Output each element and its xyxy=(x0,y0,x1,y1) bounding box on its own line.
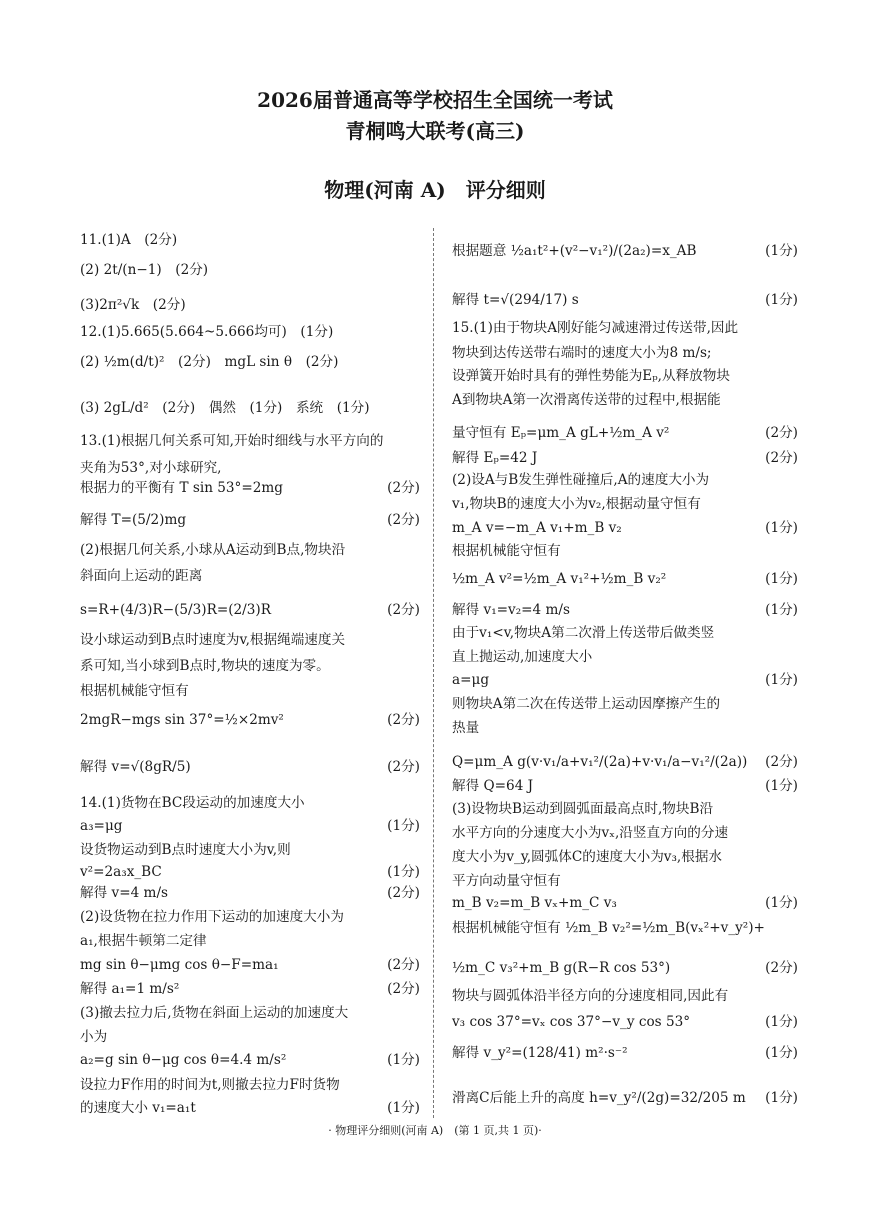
score-label: (1分) xyxy=(765,1014,798,1030)
line-text: (2)根据几何关系,小球从A运动到B点,物块沿 xyxy=(80,542,346,558)
line-text: v²=2a₃x_BC xyxy=(80,864,162,880)
subject-title: 物理(河南 A) 评分细则 xyxy=(324,178,546,202)
line-text: 解得 a₁=1 m/s² xyxy=(80,981,180,997)
line-text: 滑离C后能上升的高度 h=v_y²/(2g)=32/205 m xyxy=(452,1090,746,1106)
exam-title: 2026届普通高等学校招生全国统一考试 xyxy=(257,88,613,112)
line-text: 物块与圆弧体沿半径方向的分速度相同,因此有 xyxy=(452,988,729,1004)
line-text: 14.(1)货物在BC段运动的加速度大小 xyxy=(80,795,305,811)
line-text: 斜面向上运动的距离 xyxy=(80,568,203,584)
line-text: 15.(1)由于物块A刚好能匀减速滑过传送带,因此 xyxy=(452,320,739,336)
score-label: (1分) xyxy=(387,1100,420,1116)
score-label: (2分) xyxy=(387,981,420,997)
line-text: 2mgR−mgs sin 37°=½×2mv² xyxy=(80,712,284,728)
column-divider xyxy=(433,228,434,1118)
line-text: ½m_C v₃²+m_B g(R−R cos 53°) xyxy=(452,960,671,976)
line-text: 解得 v₁=v₂=4 m/s xyxy=(452,602,570,618)
line-text: 根据力的平衡有 T sin 53°=2mg xyxy=(80,480,283,496)
line-text: 夹角为53°,对小球研究, xyxy=(80,460,222,476)
score-label: (2分) xyxy=(387,712,420,728)
score-label: (1分) xyxy=(765,1090,798,1106)
line-text: 解得 v=4 m/s xyxy=(80,885,168,901)
line-text: 解得 Eₚ=42 J xyxy=(452,450,538,466)
line-text: (2)设A与B发生弹性碰撞后,A的速度大小为 xyxy=(452,472,710,488)
line-text: 解得 v_y²=(128/41) m²·s⁻² xyxy=(452,1045,628,1061)
line-text: a₁,根据牛顿第二定律 xyxy=(80,933,207,949)
line-text: 解得 t=√(294/17) s xyxy=(452,292,579,308)
line-text: 设货物运动到B点时速度大小为v,则 xyxy=(80,842,291,858)
line-text: (2) ½m(d/t)² (2分) mgL sin θ (2分) xyxy=(80,354,339,370)
line-text: (2)设货物在拉力作用下运动的加速度大小为 xyxy=(80,909,344,925)
line-text: 度大小为v_y,圆弧体C的速度大小为v₃,根据水 xyxy=(452,849,723,865)
line-text: 解得 T=(5/2)mg xyxy=(80,512,187,528)
line-text: (3)撤去拉力后,货物在斜面上运动的加速度大 xyxy=(80,1005,349,1021)
score-label: (1分) xyxy=(765,672,798,688)
line-text: a=μg xyxy=(452,672,490,688)
page-footer: · 物理评分细则(河南 A) (第 1 页,共 1 页)· xyxy=(328,1124,542,1137)
line-text: 系可知,当小球到B点时,物块的速度为零。 xyxy=(80,658,330,674)
line-text: a₃=μg xyxy=(80,818,123,834)
score-label: (2分) xyxy=(387,885,420,901)
line-text: 设弹簧开始时具有的弹性势能为Eₚ,从释放物块 xyxy=(452,368,730,384)
line-text: 由于v₁<v,物块A第二次滑上传送带后做类竖 xyxy=(452,625,715,641)
line-text: 解得 Q=64 J xyxy=(452,778,534,794)
line-text: m_A v=−m_A v₁+m_B v₂ xyxy=(452,520,622,536)
line-text: s=R+(4/3)R−(5/3)R=(2/3)R xyxy=(80,602,271,618)
line-text: (3)2π²√k (2分) xyxy=(80,297,186,313)
line-text: (2) 2t/(n−1) (2分) xyxy=(80,262,209,278)
score-label: (2分) xyxy=(387,480,420,496)
score-label: (2分) xyxy=(765,960,798,976)
line-text: 解得 v=√(8gR/5) xyxy=(80,759,191,775)
line-text: A到物块A第一次滑离传送带的过程中,根据能 xyxy=(452,392,721,408)
line-text: 设拉力F作用的时间为t,则撤去拉力F时货物 xyxy=(80,1077,340,1093)
score-label: (1分) xyxy=(765,292,798,308)
line-text: 13.(1)根据几何关系可知,开始时细线与水平方向的 xyxy=(80,433,384,449)
score-label: (1分) xyxy=(765,778,798,794)
line-text: v₁,物块B的速度大小为v₂,根据动量守恒有 xyxy=(452,496,701,512)
score-label: (1分) xyxy=(765,520,798,536)
exam-subtitle: 青桐鸣大联考(高三) xyxy=(345,119,525,143)
line-text: 热量 xyxy=(452,720,480,736)
line-text: 12.(1)5.665(5.664~5.666均可) (1分) xyxy=(80,324,334,340)
score-label: (2分) xyxy=(387,512,420,528)
line-text: 11.(1)A (2分) xyxy=(80,232,178,248)
line-text: 根据机械能守恒有 ½m_B v₂²=½m_B(vₓ²+v_y²)+ xyxy=(452,920,765,936)
line-text: 平方向动量守恒有 xyxy=(452,873,561,889)
score-label: (2分) xyxy=(765,754,798,770)
line-text: 物块到达传送带右端时的速度大小为8 m/s; xyxy=(452,345,712,361)
score-label: (2分) xyxy=(387,602,420,618)
line-text: 小为 xyxy=(80,1029,108,1045)
score-label: (1分) xyxy=(387,1052,420,1068)
score-label: (1分) xyxy=(387,864,420,880)
line-text: v₃ cos 37°=vₓ cos 37°−v_y cos 53° xyxy=(452,1014,691,1030)
score-label: (2分) xyxy=(765,425,798,441)
line-text: (3) 2gL/d² (2分) 偶然 (1分) 系统 (1分) xyxy=(80,400,370,416)
line-text: Q=μm_A g(v·v₁/a+v₁²/(2a)+v·v₁/a−v₁²/(2a)) xyxy=(452,754,748,770)
score-label: (1分) xyxy=(765,1045,798,1061)
score-label: (1分) xyxy=(765,602,798,618)
line-text: 根据机械能守恒有 xyxy=(80,683,189,699)
score-label: (1分) xyxy=(765,571,798,587)
score-label: (2分) xyxy=(765,450,798,466)
score-label: (1分) xyxy=(765,895,798,911)
line-text: a₂=g sin θ−μg cos θ=4.4 m/s² xyxy=(80,1052,287,1068)
line-text: m_B v₂=m_B vₓ+m_C v₃ xyxy=(452,895,617,911)
line-text: 根据机械能守恒有 xyxy=(452,543,561,559)
line-text: (3)设物块B运动到圆弧面最高点时,物块B沿 xyxy=(452,801,714,817)
line-text: mg sin θ−μmg cos θ−F=ma₁ xyxy=(80,957,279,973)
score-label: (2分) xyxy=(387,957,420,973)
line-text: 则物块A第二次在传送带上运动因摩擦产生的 xyxy=(452,696,721,712)
score-label: (2分) xyxy=(387,759,420,775)
line-text: 设小球运动到B点时速度为v,根据绳端速度关 xyxy=(80,632,346,648)
line-text: 的速度大小 v₁=a₁t xyxy=(80,1100,196,1116)
line-text: 直上抛运动,加速度大小 xyxy=(452,649,593,665)
line-text: 量守恒有 Eₚ=μm_A gL+½m_A v² xyxy=(452,425,670,441)
score-label: (1分) xyxy=(387,818,420,834)
line-text: ½m_A v²=½m_A v₁²+½m_B v₂² xyxy=(452,571,667,587)
line-text: 根据题意 ½a₁t²+(v²−v₁²)/(2a₂)=x_AB xyxy=(452,243,697,259)
score-label: (1分) xyxy=(765,243,798,259)
line-text: 水平方向的分速度大小为vₓ,沿竖直方向的分速 xyxy=(452,825,729,841)
